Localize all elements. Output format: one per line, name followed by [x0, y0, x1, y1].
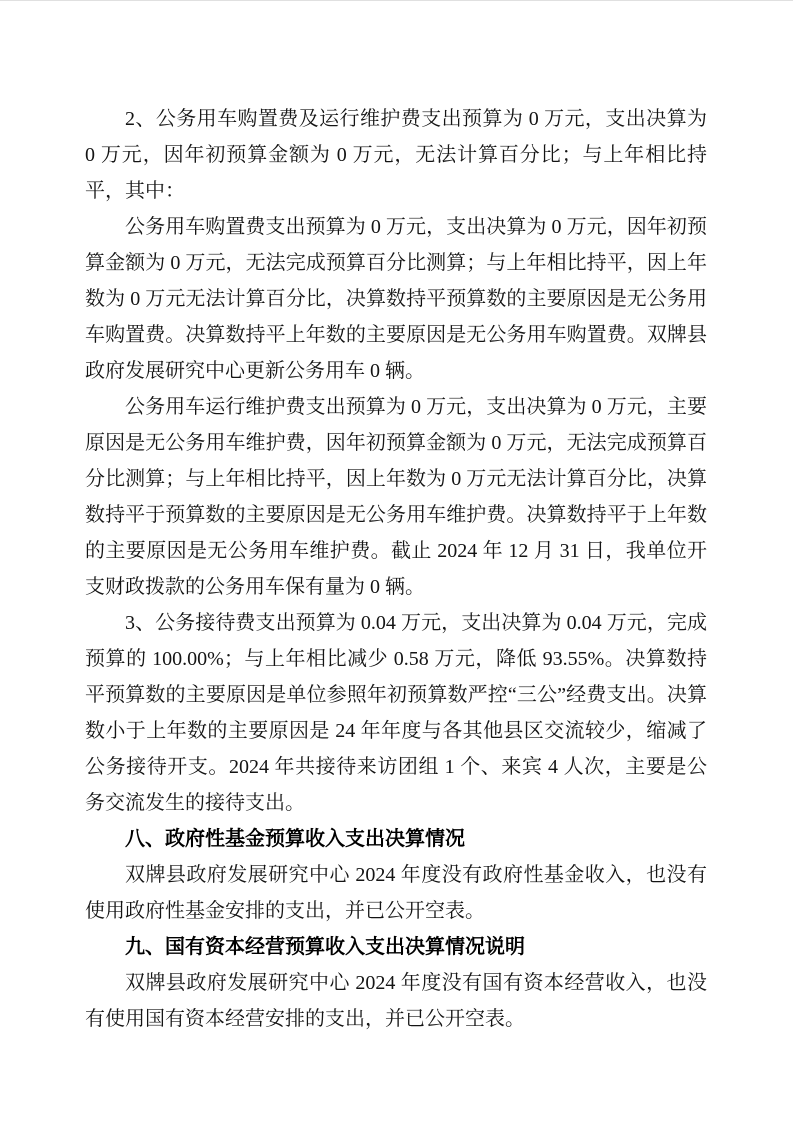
document-body: [85, 101, 707, 1037]
section-heading-state-capital: 九、国有资本经营预算收入支出决算情况说明: [125, 936, 525, 958]
section-heading-government-funds: 八、政府性基金预算收入支出决算情况: [125, 828, 465, 850]
paragraph-state-capital: 双牌县政府发展研究中心 2024 年度没有国有资本经营收入，也没有使用国有资本经营安排的支出，并已公开空表。: [85, 972, 707, 1030]
paragraph-official-reception: 3、公务接待费支出预算为 0.04 万元，支出决算为 0.04 万元，完成预算的 100.00%；与上年相比减少 0.58 万元，降低 93.55%。决算数持平预算数的主要原因是单位参照年初预算数严控“三公”经费支出。决算数小于上年数的主要原因是 24 年年度与各其他县区交流较少，缩减了公务接待开支。2024 年共接待来访团组 1 个、来宾 4 人次，主要是公务交流发生的接待支出。: [85, 612, 707, 814]
paragraph-vehicle-purchase: 公务用车购置费支出预算为 0 万元，支出决算为 0 万元，因年初预算金额为 0 万元，无法完成预算百分比测算；与上年相比持平，因上年数为 0 万元无法计算百分比，决算数持平预算数的主要原因是无公务用车购置费。决算数持平上年数的主要原因是无公务用车购置费。双牌县政府发展研究中心更新公务用车 0 辆。: [85, 216, 707, 382]
paragraph-vehicle-total: 2、公务用车购置费及运行维护费支出预算为 0 万元，支出决算为 0 万元，因年初预算金额为 0 万元，无法计算百分比；与上年相比持平，其中：: [85, 108, 707, 202]
paragraph-vehicle-maintenance: 公务用车运行维护费支出预算为 0 万元，支出决算为 0 万元，主要原因是无公务用车维护费，因年初预算金额为 0 万元，无法完成预算百分比测算；与上年相比持平，因上年数为 0 万元无法计算百分比，决算数持平于预算数的主要原因是无公务用车维护费。决算数持平于上年数的主要原因是无公务用车维护费。截止 2024 年 12 月 31 日，我单位开支财政拨款的公务用车保有量为 0 辆。: [85, 396, 707, 598]
paragraph-government-funds: 双牌县政府发展研究中心 2024 年度没有政府性基金收入，也没有使用政府性基金安排的支出，并已公开空表。: [85, 864, 707, 922]
